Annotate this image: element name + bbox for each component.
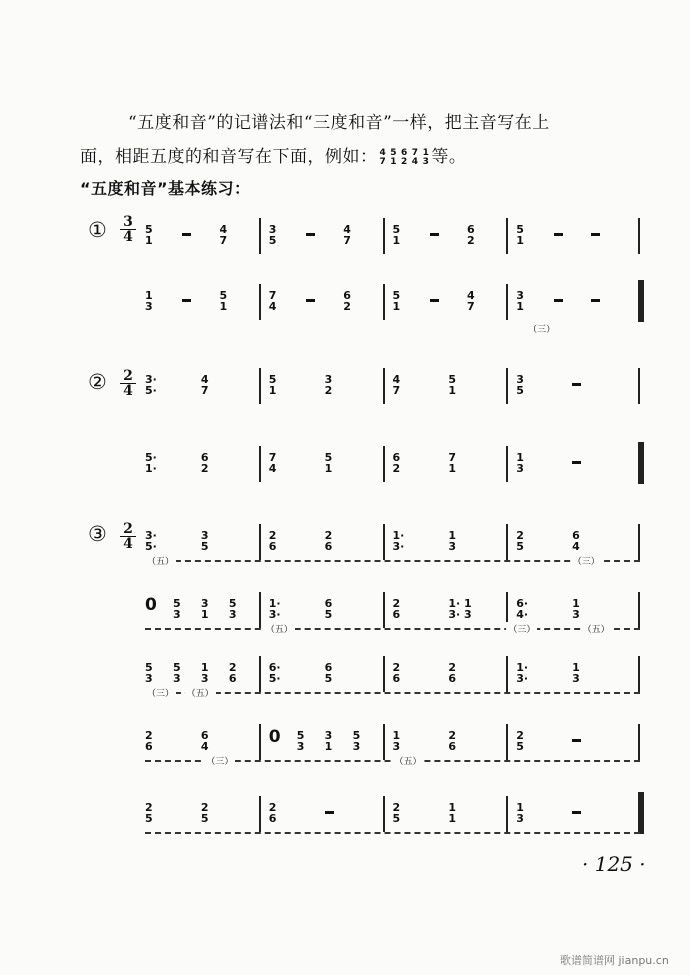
chord: 5· 1· (145, 451, 157, 475)
interval-label: （五） (185, 686, 216, 699)
chord: 4 7 (467, 289, 475, 313)
score-row (0, 528, 690, 568)
chord: 4 7 (200, 373, 209, 397)
barline (638, 592, 640, 628)
score-row (0, 660, 690, 700)
chord: 6 5 (324, 661, 333, 685)
interval-label: （五） (393, 754, 424, 767)
chord: 4 7 (219, 223, 228, 247)
intro-line-2-end: 等。 (431, 147, 467, 167)
chord: 2 6 (228, 661, 237, 685)
time-bottom: 4 (123, 383, 133, 399)
harmony-dashed-line (145, 832, 640, 834)
interval-label: （五） (145, 554, 176, 567)
note-zero: 0 (145, 595, 157, 615)
rest-dash (306, 290, 315, 304)
chord: 2 6 (145, 729, 153, 753)
chord: 4 7 (343, 223, 351, 247)
chord: 5 1 (392, 223, 401, 247)
barline (259, 796, 261, 832)
note-zero: 0 (268, 727, 281, 747)
rest-dash (325, 802, 334, 816)
rest-dash (554, 290, 563, 304)
page-number: · 125 · (582, 852, 646, 876)
barline (506, 218, 508, 254)
rest-dash (430, 290, 439, 304)
chord: 3 1 (516, 289, 524, 313)
rest-dash (182, 290, 191, 304)
barline (638, 218, 640, 254)
chord: 1· 1 3· 3 (448, 597, 472, 621)
chord: 1 3 (516, 451, 524, 475)
harmony-dashed-line (145, 560, 640, 562)
barline (383, 284, 385, 320)
inline-chord: 1 3 (422, 147, 430, 167)
exercise-number-2: ② (88, 370, 107, 394)
chord: 5 3 (228, 597, 237, 621)
final-barline (638, 792, 644, 834)
time-bottom: 4 (123, 229, 133, 245)
barline (383, 368, 385, 404)
chord: 3· 5· (145, 373, 157, 397)
chord: 2 6 (268, 529, 277, 553)
chord: 1 3 (448, 529, 457, 553)
chord: 6 5 (324, 597, 333, 621)
time-top: 2 (120, 369, 136, 384)
chord: 5 1 (219, 289, 228, 313)
chord: 2 6 (392, 661, 401, 685)
chord: 6 2 (392, 451, 401, 475)
interval-label: （三） (204, 754, 235, 767)
chord: 3 5 (516, 373, 524, 397)
score-row (0, 450, 690, 490)
chord: 5 1 (392, 289, 401, 313)
time-top: 3 (120, 215, 136, 230)
rest-dash (554, 224, 563, 238)
chord: 7 4 (268, 289, 277, 313)
time-top: 2 (120, 522, 136, 537)
chord: 1· 3· (516, 661, 529, 685)
chord: 1 3 (572, 661, 580, 685)
intro-line-2-text: 面，相距五度的和音写在下面，例如： (80, 147, 378, 167)
chord: 2 6 (324, 529, 333, 553)
chord: 1 3 (572, 597, 580, 621)
chord: 3 2 (324, 373, 333, 397)
chord: 1 3 (516, 801, 524, 825)
barline (506, 284, 508, 320)
exercise-number-1: ① (88, 218, 107, 242)
rest-dash (572, 802, 581, 816)
chord: 5 1 (324, 451, 333, 475)
chord: 1 3 (392, 729, 401, 753)
barline (259, 284, 261, 320)
harmony-dashed-line (145, 628, 640, 630)
rest-dash (572, 452, 581, 466)
barline (506, 796, 508, 832)
barline (383, 724, 385, 760)
chord: 7 4 (268, 451, 277, 475)
inline-chord: 6 2 (401, 147, 408, 167)
score-row (0, 800, 690, 840)
chord: 5 3 (352, 729, 361, 753)
inline-chord-examples (378, 147, 432, 167)
barline (259, 218, 261, 254)
rest-dash (591, 290, 600, 304)
chord: 6 2 (343, 289, 351, 313)
chord: 2 6 (392, 597, 401, 621)
barline (638, 524, 640, 560)
interval-label: （三） (571, 554, 602, 567)
chord: 5 3 (172, 661, 181, 685)
barline (259, 656, 261, 692)
chord: 2 6 (448, 729, 457, 753)
barline (259, 592, 261, 628)
chord: 5 1 (448, 373, 457, 397)
interval-label: （三） (526, 322, 557, 335)
chord: 5 1 (268, 373, 277, 397)
chord: 3 5 (200, 529, 209, 553)
chord: 3· 5· (145, 529, 157, 553)
chord: 1 3 (200, 661, 209, 685)
chord: 2 5 (516, 529, 524, 553)
barline (383, 592, 385, 628)
chord: 1· 3· (392, 529, 405, 553)
chord: 1· 3· (268, 597, 281, 621)
chord: 5 3 (296, 729, 305, 753)
chord: 6· 4· (516, 597, 529, 621)
interval-label: （五） (581, 622, 612, 635)
barline (638, 368, 640, 404)
chord: 1 1 (448, 801, 457, 825)
barline (259, 724, 261, 760)
score-row (0, 222, 690, 262)
interval-label: （五） (264, 622, 295, 635)
chord: 3 1 (200, 597, 209, 621)
chord: 2 5 (200, 801, 209, 825)
interval-label: （三） (506, 622, 537, 635)
chord: 3 5 (268, 223, 277, 247)
score-row (0, 596, 690, 636)
inline-chord: 7 4 (411, 147, 419, 167)
barline (259, 446, 261, 482)
rest-dash (572, 730, 581, 744)
intro-line-2 (80, 142, 466, 167)
final-barline (638, 280, 644, 322)
chord: 5 1 (516, 223, 524, 247)
chord: 6 4 (572, 529, 580, 553)
intro-line-1: “五度和音”的记谱法和“三度和音”一样，把主音写在上 (128, 113, 550, 133)
interval-label: （三） (145, 686, 176, 699)
score-row (0, 288, 690, 335)
barline (383, 524, 385, 560)
chord: 6 4 (200, 729, 209, 753)
barline (506, 446, 508, 482)
chord: 6 2 (467, 223, 475, 247)
barline (259, 368, 261, 404)
chord: 5 1 (145, 223, 153, 247)
barline (383, 656, 385, 692)
barline (506, 724, 508, 760)
barline (638, 724, 640, 760)
chord: 2 5 (392, 801, 401, 825)
watermark: 歌谱简谱网 jianpu.cn (560, 954, 669, 967)
exercise-number-3: ③ (88, 522, 107, 546)
barline (383, 218, 385, 254)
barline (259, 524, 261, 560)
score-row (0, 372, 690, 412)
chord: 2 5 (516, 729, 524, 753)
time-bottom: 4 (123, 536, 133, 552)
barline (383, 446, 385, 482)
rest-dash (430, 224, 439, 238)
chord: 1 3 (145, 289, 153, 313)
barline (383, 796, 385, 832)
score-row (0, 728, 690, 768)
rest-dash (182, 224, 191, 238)
barline (506, 524, 508, 560)
final-barline (638, 442, 644, 484)
inline-chord: 5 1 (390, 147, 398, 167)
chord: 2 5 (145, 801, 153, 825)
rest-dash (591, 224, 600, 238)
inline-chord: 4 7 (379, 147, 387, 167)
barline (638, 656, 640, 692)
barline (506, 656, 508, 692)
chord: 6 2 (200, 451, 209, 475)
barline (506, 368, 508, 404)
chord: 6· 5· (268, 661, 281, 685)
chord: 2 6 (448, 661, 457, 685)
chord: 5 3 (145, 661, 153, 685)
rest-dash (306, 224, 315, 238)
rest-dash (572, 374, 581, 388)
harmony-dashed-line (145, 692, 640, 694)
section-heading: “五度和音”基本练习： (80, 179, 251, 198)
chord: 3 1 (324, 729, 333, 753)
chord: 2 6 (268, 801, 277, 825)
chord: 4 7 (392, 373, 401, 397)
chord: 7 1 (448, 451, 457, 475)
chord: 5 3 (172, 597, 181, 621)
